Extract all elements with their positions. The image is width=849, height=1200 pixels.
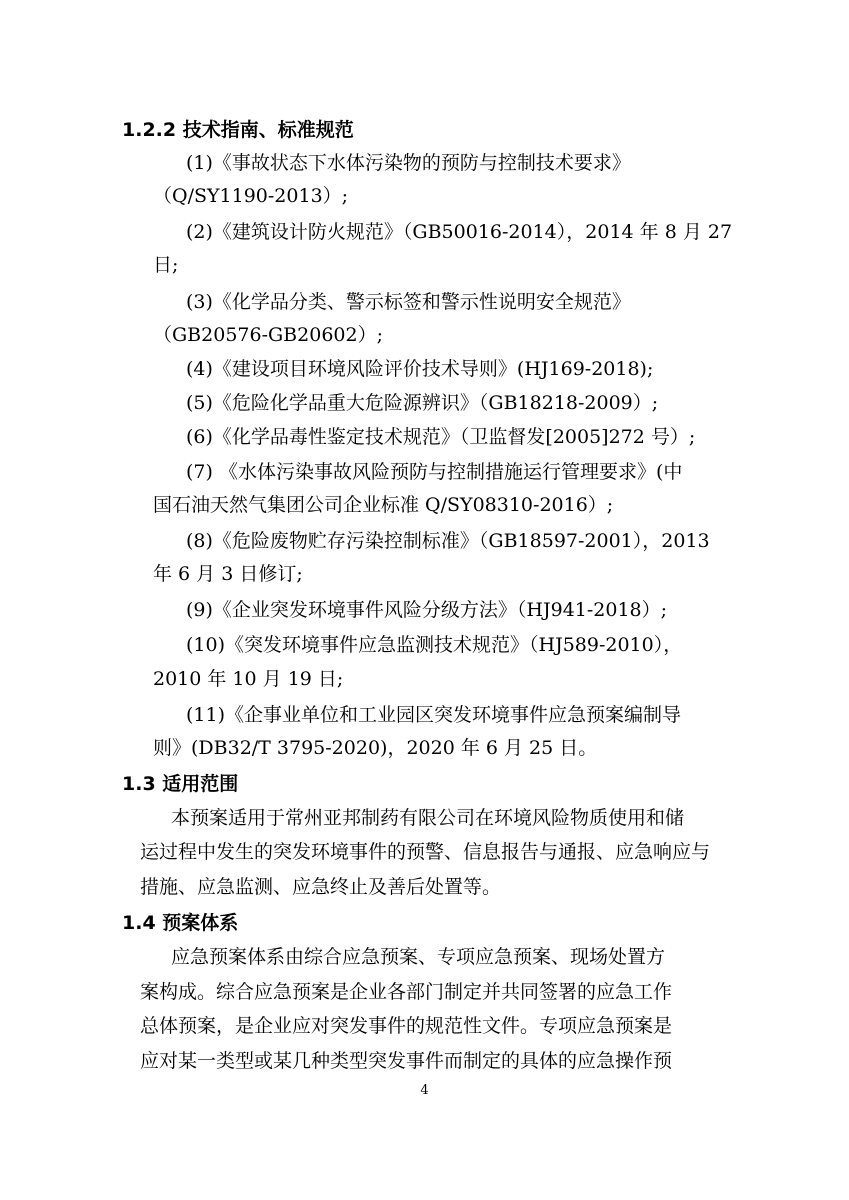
- paragraph-line: 应对某一类型或某几种类型突发事件而制定的具体的应急操作预: [140, 1050, 673, 1072]
- list-item: (10)《突发环境事件应急监测技术规范》（HJ589-2010），: [186, 634, 683, 656]
- paragraph-line: 总体预案，是企业应对突发事件的规范性文件。专项应急预案是: [140, 1015, 673, 1037]
- list-item-continuation: 日;: [153, 254, 179, 276]
- list-item-continuation: 2010 年 10 月 19 日;: [153, 668, 344, 690]
- list-item: (5)《危险化学品重大危险源辨识》（GB18218-2009）;: [186, 392, 659, 414]
- list-item: (4)《建设项目环境风险评价技术导则》(HJ169-2018);: [186, 358, 654, 380]
- list-item-continuation: （GB20576-GB20602）;: [153, 324, 383, 346]
- list-item: (2)《建筑设计防火规范》（GB50016-2014），2014 年 8 月 27: [186, 221, 733, 243]
- list-item: (1)《事故状态下水体污染物的预防与控制技术要求》: [186, 152, 631, 174]
- paragraph-line: 运过程中发生的突发环境事件的预警、信息报告与通报、应急响应与: [140, 841, 711, 863]
- list-item: (9)《企业突发环境事件风险分级方法》（HJ941-2018）;: [186, 599, 668, 621]
- paragraph-line: 本预案适用于常州亚邦制药有限公司在环境风险物质使用和储: [171, 807, 685, 829]
- list-item-continuation: 年 6 月 3 日修订;: [153, 563, 303, 585]
- list-item: (11)《企事业单位和工业园区突发环境事件应急预案编制导: [186, 704, 682, 726]
- list-item-continuation: 则》(DB32/T 3795-2020)，2020 年 6 月 25 日。: [153, 737, 598, 759]
- list-item-continuation: （Q/SY1190-2013）;: [153, 185, 349, 207]
- list-item: (3)《化学品分类、警示标签和警示性说明安全规范》: [186, 291, 631, 313]
- paragraph-line: 措施、应急监测、应急终止及善后处置等。: [140, 876, 502, 898]
- section-heading-1-4: 1.4 预案体系: [122, 912, 239, 934]
- list-item: (6)《化学品毒性鉴定技术规范》（卫监督发[2005]272 号）;: [186, 426, 696, 448]
- section-heading-1-2-2: 1.2.2 技术指南、标准规范: [122, 119, 354, 141]
- page-number: 4: [420, 1083, 429, 1098]
- list-item: (7) 《水体污染事故风险预防与控制措施运行管理要求》(中: [186, 461, 683, 483]
- section-heading-1-3: 1.3 适用范围: [122, 773, 239, 795]
- paragraph-line: 应急预案体系由综合应急预案、专项应急预案、现场处置方: [171, 946, 666, 968]
- list-item: (8)《危险废物贮存污染控制标准》（GB18597-2001），2013: [186, 530, 710, 552]
- list-item-continuation: 国石油天然气集团公司企业标准 Q/SY08310-2016）;: [153, 494, 614, 516]
- paragraph-line: 案构成。综合应急预案是企业各部门制定并共同签署的应急工作: [140, 981, 673, 1003]
